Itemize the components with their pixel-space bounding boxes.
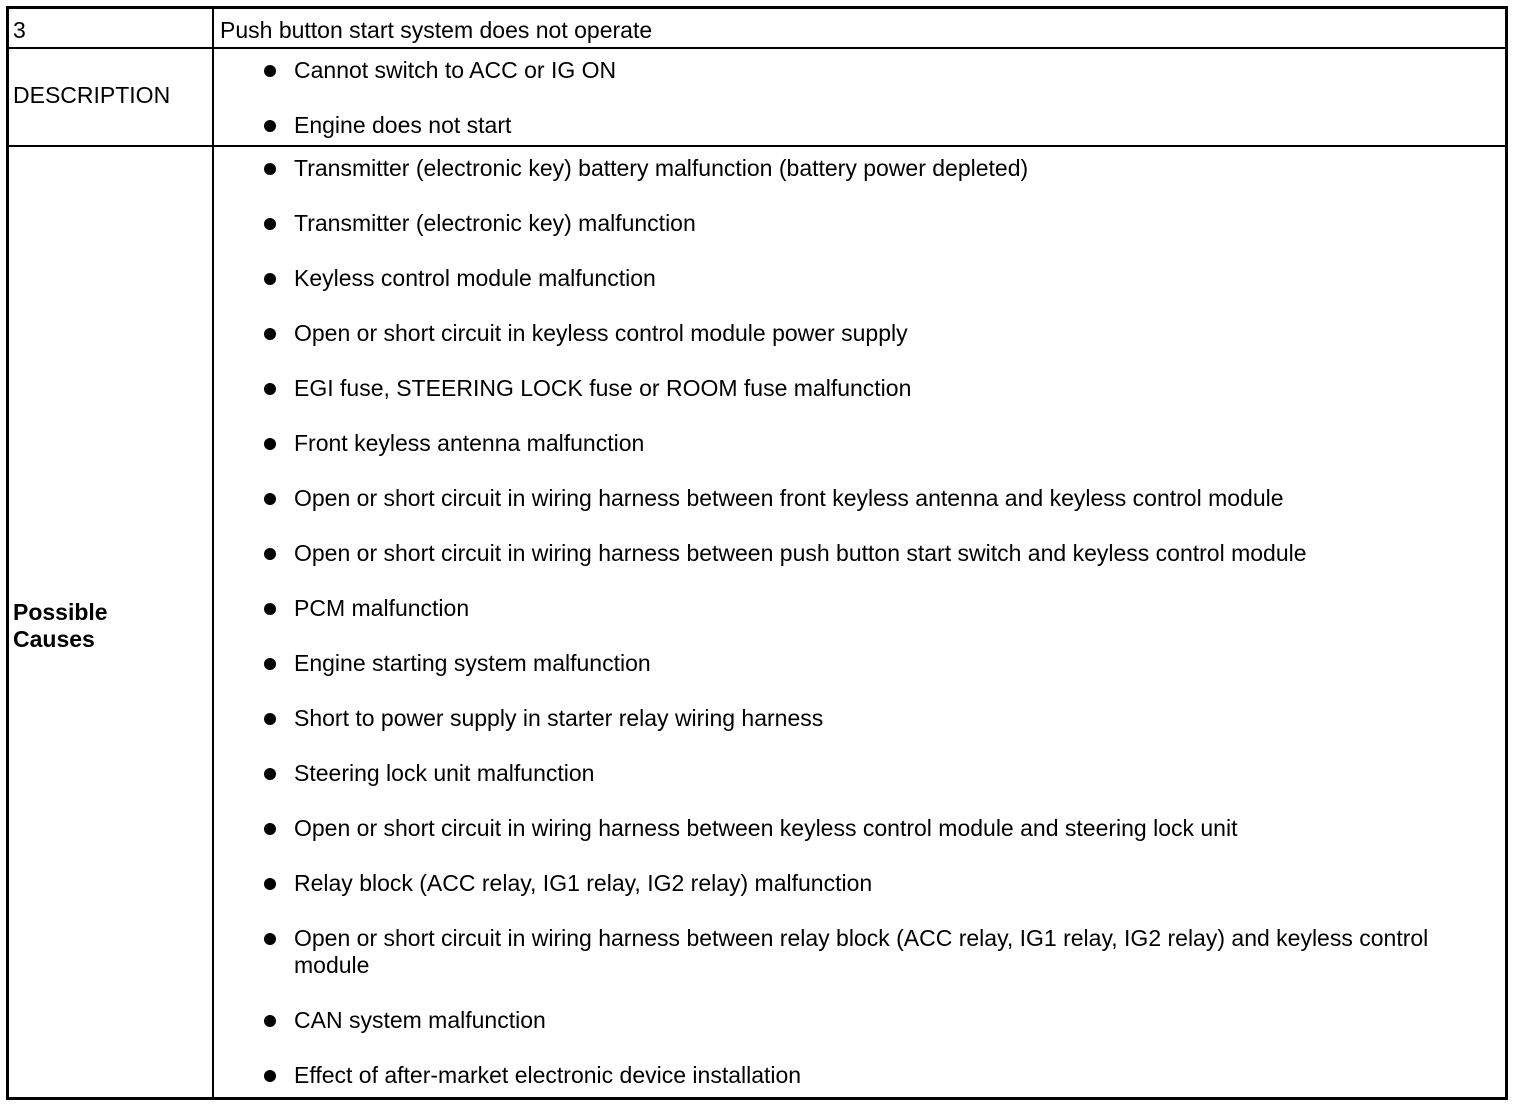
symptom-title: Push button start system does not operate — [214, 9, 1505, 49]
possible-causes-label — [9, 147, 214, 1097]
description-label: DESCRIPTION — [9, 49, 214, 147]
cause-item: Transmitter (electronic key) battery malfunction (battery power depleted) — [262, 155, 1505, 182]
cause-item: Open or short circuit in wiring harness between keyless control module and steering lock unit — [262, 815, 1505, 842]
cause-item: Relay block (ACC relay, IG1 relay, IG2 relay) malfunction — [262, 870, 1505, 897]
cause-item: Open or short circuit in wiring harness between front keyless antenna and keyless control module — [262, 485, 1505, 512]
troubleshooting-table — [6, 6, 1508, 1100]
cause-item: Transmitter (electronic key) malfunction — [262, 210, 1505, 237]
cause-item: Front keyless antenna malfunction — [262, 430, 1505, 457]
description-item: Engine does not start — [262, 112, 1505, 139]
cause-item: Steering lock unit malfunction — [262, 760, 1505, 787]
cause-item: CAN system malfunction — [262, 1007, 1505, 1034]
possible-causes-label-text: Possible Causes — [13, 599, 108, 652]
cause-item: Short to power supply in starter relay wiring harness — [262, 705, 1505, 732]
description-cell — [214, 49, 1505, 147]
cause-item: EGI fuse, STEERING LOCK fuse or ROOM fuse malfunction — [262, 375, 1505, 402]
cause-item: PCM malfunction — [262, 595, 1505, 622]
description-item: Cannot switch to ACC or IG ON — [262, 57, 1505, 84]
cause-item: Open or short circuit in wiring harness between push button start switch and keyless control module — [262, 540, 1505, 567]
cause-item: Open or short circuit in keyless control module power supply — [262, 320, 1505, 347]
cause-item: Keyless control module malfunction — [262, 265, 1505, 292]
row-number: 3 — [9, 9, 214, 49]
possible-causes-list — [214, 155, 1505, 1089]
cause-item: Open or short circuit in wiring harness between relay block (ACC relay, IG1 relay, IG2 relay) and keyless control module — [262, 925, 1505, 979]
cause-item: Engine starting system malfunction — [262, 650, 1505, 677]
description-list — [214, 57, 1505, 139]
cause-item: Effect of after-market electronic device installation — [262, 1062, 1505, 1089]
possible-causes-cell — [214, 147, 1505, 1097]
